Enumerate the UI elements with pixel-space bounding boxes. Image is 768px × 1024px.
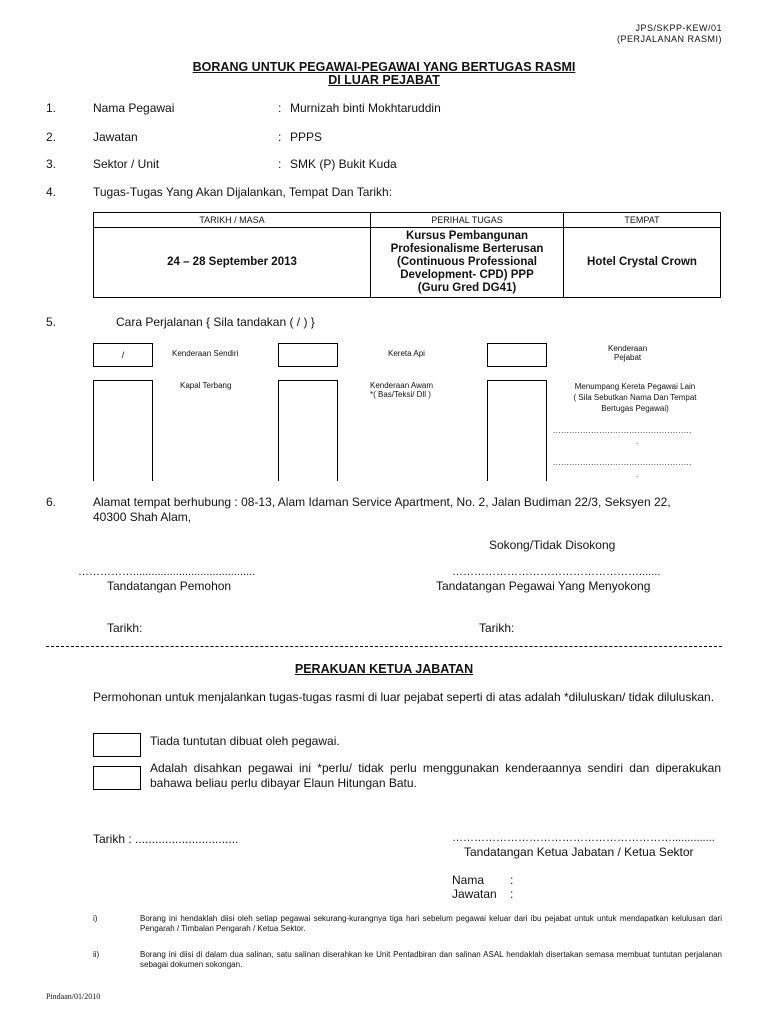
supporter-sign-label: Tandatangan Pegawai Yang Menyokong — [436, 579, 651, 593]
address-line2[interactable]: 40300 Shah Alam, — [93, 510, 192, 524]
cert-date[interactable]: Tarikh : ............................... — [93, 832, 239, 846]
checkbox-public[interactable] — [278, 380, 338, 481]
section4-number: 4. — [46, 185, 57, 199]
form-subcode: (PERJALANAN RASMI) — [616, 34, 722, 44]
field-label: Nama Pegawai — [93, 101, 175, 115]
opt-mileage-label: Adalah disahkan pegawai ini *perlu/ tidak perlu menggunakan kenderaannya sendiri dan diperakukan bahawa beliau perlu dibayar Elaun Hitungan Batu. — [150, 761, 721, 790]
label-line: Bertugas Pegawai) — [601, 404, 669, 413]
duty-description[interactable] — [371, 228, 564, 298]
note-text: Borang ini diisi di dalam dua salinan, satu salinan diserahkan ke Unit Pentadbiran dan salinan ASAL hendaklah disertakan semasa membuat tuntutan perjalanan sebagai dokumen sokongan. — [140, 950, 722, 969]
label-line: Menumpang Kereta Pegawai Lain — [574, 382, 696, 391]
tick-mark: / — [121, 350, 125, 360]
footer-revision: Pindaan/01/2010 — [46, 992, 101, 1001]
header-place: TEMPAT — [564, 213, 721, 228]
label-line: ( Sila Sebutkan Nama Dan Tempat — [573, 393, 697, 402]
checkbox-own-car[interactable] — [93, 343, 153, 367]
label-office-car — [608, 344, 647, 362]
note-number: i) — [93, 914, 98, 923]
field-value[interactable]: Murnizah binti Mokhtaruddin — [290, 101, 441, 115]
head-name-label: Nama — [452, 873, 485, 887]
label-plane: Kapal Terbang — [180, 381, 232, 390]
applicant-sign-line[interactable]: ……………........................................ — [78, 566, 256, 578]
field-label: Sektor / Unit — [93, 157, 160, 171]
duties-row — [94, 228, 721, 298]
dot: . — [636, 437, 639, 446]
label-train: Kereta Api — [388, 349, 425, 358]
ride-place-line[interactable]: ................................................... — [553, 458, 692, 467]
note-number: ii) — [93, 950, 100, 959]
duty-desc-line: (Guru Gred DG41) — [417, 282, 517, 294]
checkbox-no-claim[interactable] — [93, 733, 141, 757]
section6-number: 6. — [46, 495, 57, 509]
header-date: TARIKH / MASA — [94, 213, 371, 228]
field-separator: : — [278, 130, 282, 144]
field-value[interactable]: SMK (P) Bukit Kuda — [290, 157, 397, 171]
field-separator: : — [278, 157, 282, 171]
label-line: Kenderaan Awam — [370, 381, 434, 390]
label-line: Kenderaan — [608, 344, 648, 353]
address-line1[interactable]: Alamat tempat berhubung : 08-13, Alam Idaman Service Apartment, No. 2, Jalan Budiman 22/3, Seksyen 22, — [93, 495, 671, 509]
header-desc: PERIHAL TUGAS — [371, 213, 564, 228]
label-ride — [550, 381, 720, 414]
field-number: 1. — [46, 101, 57, 115]
label-public — [370, 381, 433, 399]
label-line: Pejabat — [614, 353, 642, 362]
section5-number: 5. — [46, 315, 57, 329]
field-value[interactable]: PPPS — [290, 130, 323, 144]
note-text: Borang ini hendaklah diisi oleh setiap pegawai sekurang-kurangnya tiga hari sebelum pegawai keluar dari ibu pejabat untuk untuk mendapatkan kelulusan dari Pengarah / Timbalan Pengarah / Ketua Sektor. — [140, 914, 722, 933]
checkbox-plane[interactable] — [93, 380, 153, 481]
checkbox-ride[interactable] — [487, 380, 547, 481]
support-status[interactable]: Sokong/Tidak Disokong — [489, 538, 616, 552]
supporter-date-label: Tarikh: — [479, 621, 515, 635]
duties-header-row — [94, 213, 721, 228]
checkbox-office-car[interactable] — [487, 343, 547, 367]
head-post-label: Jawatan — [452, 887, 497, 901]
field-number: 3. — [46, 157, 57, 171]
form-title-line2: DI LUAR PEJABAT — [328, 73, 440, 87]
section5-label: Cara Perjalanan { Sila tandakan ( / ) } — [116, 315, 315, 329]
section4-label: Tugas-Tugas Yang Akan Dijalankan, Tempat Dan Tarikh: — [93, 185, 393, 199]
cert-title: PERAKUAN KETUA JABATAN — [294, 662, 474, 676]
label-own-car: Kenderaan Sendiri — [172, 349, 239, 358]
duties-table — [93, 212, 721, 298]
divider — [46, 646, 722, 647]
field-label: Jawatan — [93, 130, 138, 144]
ride-name-line[interactable]: ................................................... — [553, 426, 692, 435]
checkbox-mileage[interactable] — [93, 766, 141, 790]
opt-no-claim-label: Tiada tuntutan dibuat oleh pegawai. — [150, 734, 340, 748]
form-title-line1: BORANG UNTUK PEGAWAI-PEGAWAI YANG BERTUGAS RASMI — [192, 60, 576, 74]
head-post-colon: : — [510, 887, 514, 901]
duty-date[interactable]: 24 – 28 September 2013 — [94, 228, 371, 298]
duty-desc-line: (Continuous Professional — [397, 256, 537, 268]
duty-place[interactable]: Hotel Crystal Crown — [564, 228, 721, 298]
supporter-sign-line[interactable]: ……………………………………………....... — [452, 566, 661, 578]
form-code: JPS/SKPP-KEW/01 — [635, 23, 722, 33]
cert-paragraph: Permohonan untuk menjalankan tugas-tugas rasmi di luar pejabat seperti di atas adalah *diluluskan/ tidak diluluskan. — [93, 690, 715, 704]
label-line: *( Bas/Teksi/ Dll ) — [370, 390, 431, 399]
applicant-date-label: Tarikh: — [107, 621, 143, 635]
duty-desc-line: Development- CPD) PPP — [400, 269, 534, 281]
checkbox-train[interactable] — [278, 343, 338, 367]
field-number: 2. — [46, 130, 57, 144]
applicant-sign-label: Tandatangan Pemohon — [107, 579, 232, 593]
field-separator: : — [278, 101, 282, 115]
head-sign-label: Tandatangan Ketua Jabatan / Ketua Sektor — [464, 845, 694, 859]
duty-desc-line: Profesionalisme Berterusan — [390, 243, 544, 255]
dot: . — [636, 470, 639, 479]
head-name-colon: : — [510, 873, 514, 887]
head-sign-line[interactable]: …………………………………………………….............. — [452, 832, 715, 844]
duty-desc-line: Kursus Pembangunan — [405, 230, 529, 242]
